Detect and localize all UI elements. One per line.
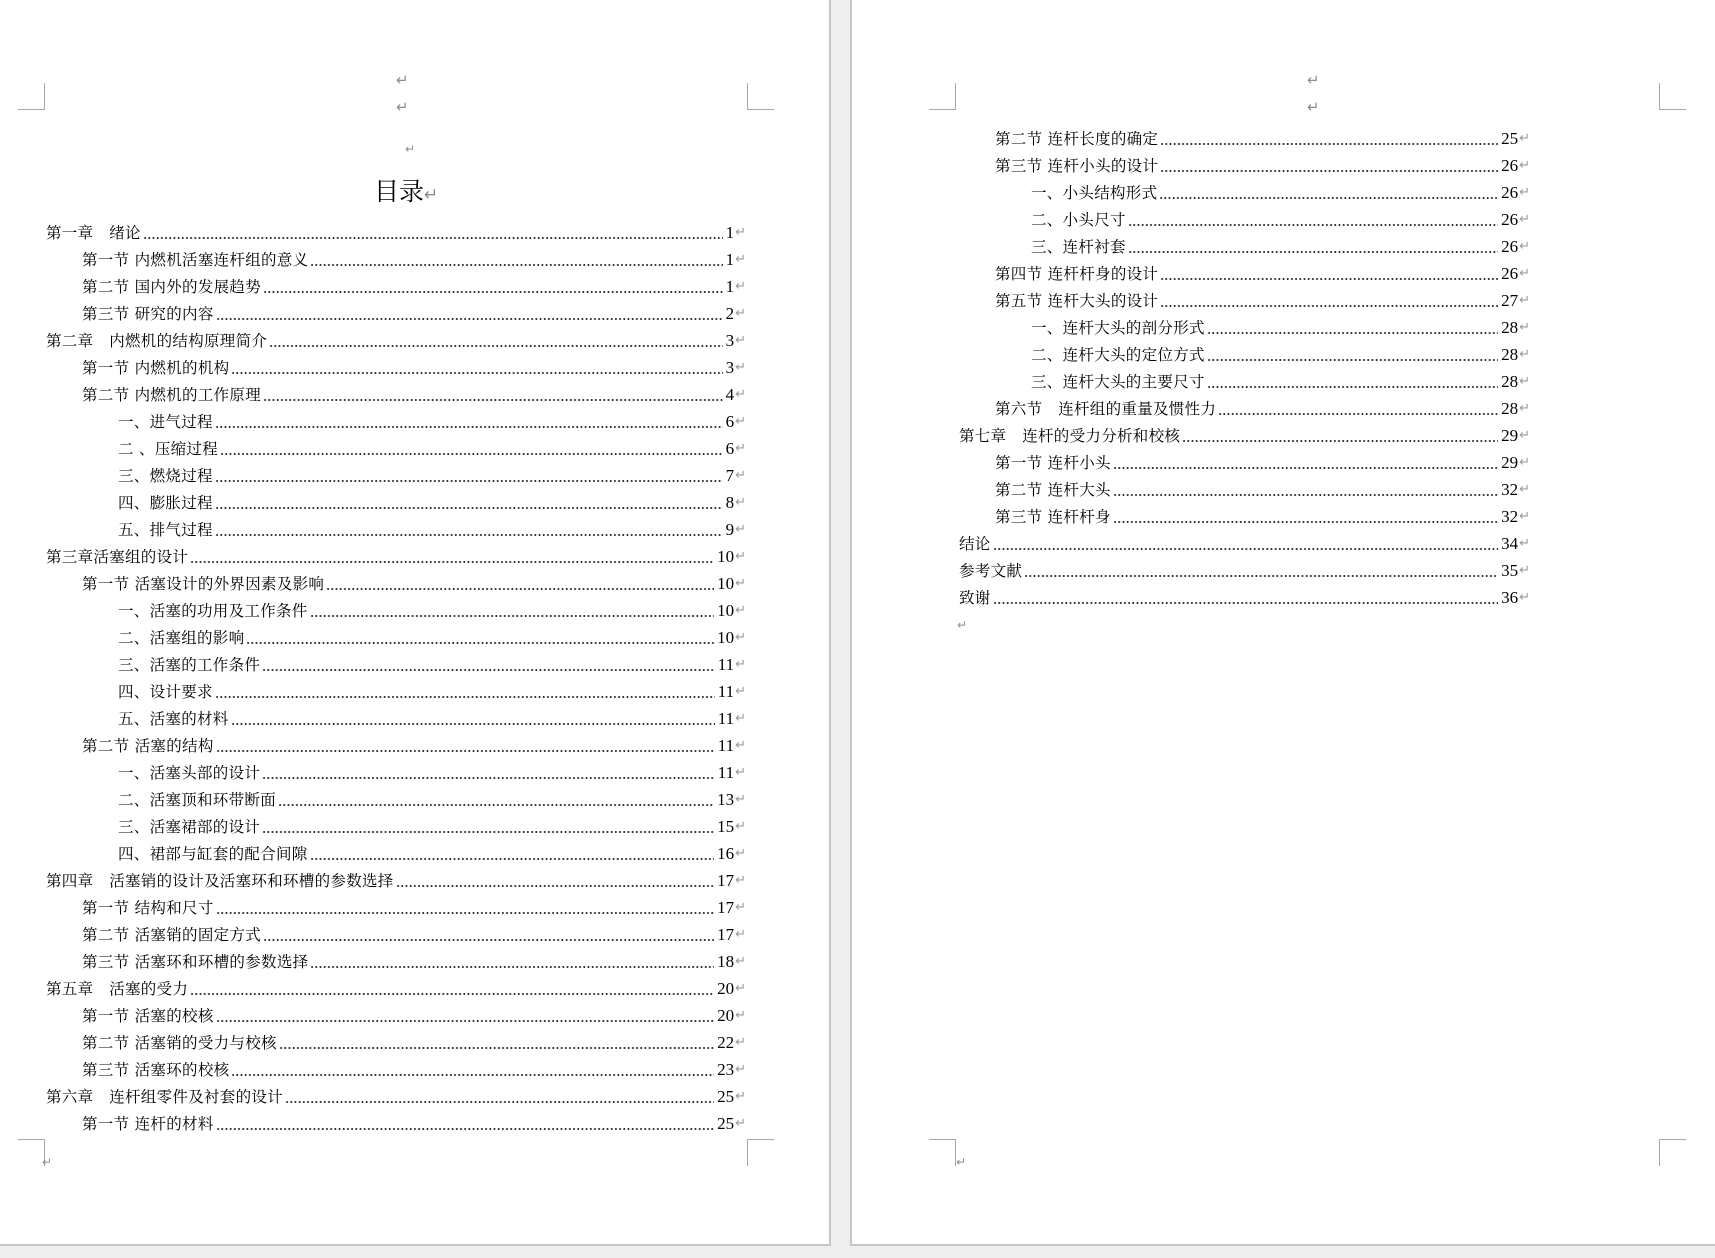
paragraph-mark-icon: ↵ xyxy=(735,576,746,591)
toc-entry[interactable] xyxy=(118,492,746,514)
paragraph-mark-icon: ↵ xyxy=(735,603,746,618)
toc-entry-label: 第一节 活塞的校核 xyxy=(82,1007,214,1025)
toc-dot-leader xyxy=(310,858,714,860)
toc-dot-leader xyxy=(1159,197,1498,199)
paragraph-mark-icon: ↵ xyxy=(735,1035,746,1050)
paragraph-mark-icon: ↵ xyxy=(1519,428,1530,443)
toc-page-number: 32 xyxy=(1501,507,1519,526)
toc-dot-leader xyxy=(263,291,723,293)
paragraph-mark-icon: ↵ xyxy=(735,495,746,510)
paragraph-mark-icon: ↵ xyxy=(42,1155,53,1169)
toc-entry[interactable] xyxy=(118,654,746,676)
paragraph-mark-icon: ↵ xyxy=(735,1062,746,1077)
paragraph-mark-icon: ↵ xyxy=(735,1008,746,1023)
margin-corner-mark-bottom-left xyxy=(929,1139,956,1166)
toc-title-text: 目录 xyxy=(374,177,425,206)
toc-entry-label: 一、小头结构形式 xyxy=(1031,184,1158,202)
margin-corner-mark-top-right xyxy=(1659,83,1686,110)
paragraph-mark-icon: ↵ xyxy=(1307,98,1320,116)
toc-entry-label: 第二节 国内外的发展趋势 xyxy=(82,278,262,296)
toc-entry-label: 参考文献 xyxy=(959,562,1023,580)
paragraph-mark-icon: ↵ xyxy=(735,792,746,807)
toc-entry[interactable] xyxy=(46,546,746,568)
toc-dot-leader xyxy=(326,588,714,590)
toc-page-number: 25 xyxy=(717,1087,735,1106)
toc-dot-leader xyxy=(143,237,723,239)
paragraph-mark-icon: ↵ xyxy=(1519,401,1530,416)
paragraph-mark-icon: ↵ xyxy=(735,846,746,861)
paragraph-mark-icon: ↵ xyxy=(957,618,968,632)
toc-dot-leader xyxy=(1218,413,1498,415)
paragraph-mark-icon: ↵ xyxy=(735,1089,746,1104)
toc-page-number: 11 xyxy=(717,763,735,782)
toc-dot-leader xyxy=(263,939,714,941)
toc-page-number: 3 xyxy=(725,331,735,350)
toc-entry[interactable] xyxy=(118,519,746,541)
paragraph-mark-icon: ↵ xyxy=(735,927,746,942)
paragraph-mark-icon: ↵ xyxy=(956,1155,967,1169)
toc-page-number: 10 xyxy=(717,574,735,593)
paragraph-mark-icon: ↵ xyxy=(1519,212,1530,227)
toc-entry-label: 一、活塞的功用及工作条件 xyxy=(118,602,308,620)
toc-entry[interactable] xyxy=(995,290,1530,312)
toc-dot-leader xyxy=(396,885,714,887)
toc-entry[interactable] xyxy=(118,708,746,730)
toc-page-number: 9 xyxy=(725,520,735,539)
paragraph-mark-icon: ↵ xyxy=(735,441,746,456)
toc-page-number: 18 xyxy=(717,952,735,971)
toc-dot-leader xyxy=(216,318,723,320)
paragraph-mark-icon: ↵ xyxy=(1519,293,1530,308)
toc-dot-leader xyxy=(246,642,714,644)
toc-entry[interactable] xyxy=(82,249,746,271)
toc-entry[interactable] xyxy=(118,465,746,487)
toc-entry-label: 一、连杆大头的剖分形式 xyxy=(1031,319,1205,337)
toc-dot-leader xyxy=(190,561,714,563)
toc-entry-label: 第一节 结构和尺寸 xyxy=(82,899,214,917)
toc-page-number: 28 xyxy=(1501,372,1519,391)
margin-corner-mark-top-right xyxy=(747,83,774,110)
toc-entry-label: 三、连杆衬套 xyxy=(1031,238,1126,256)
toc-entry[interactable] xyxy=(1031,182,1530,204)
toc-page-number: 25 xyxy=(717,1114,735,1133)
toc-page-number: 29 xyxy=(1501,453,1519,472)
toc-entry-label: 第二节 活塞销的固定方式 xyxy=(82,926,262,944)
toc-dot-leader xyxy=(1024,575,1498,577)
toc-entry[interactable] xyxy=(46,1086,746,1108)
margin-corner-mark-top-left xyxy=(929,83,956,110)
toc-page-number: 25 xyxy=(1501,129,1519,148)
toc-entry[interactable] xyxy=(118,627,746,649)
toc-entry-label: 二 、压缩过程 xyxy=(118,440,219,458)
toc-dot-leader xyxy=(993,602,1498,604)
toc-entry[interactable] xyxy=(1031,209,1530,231)
toc-dot-leader xyxy=(279,1047,714,1049)
toc-entry[interactable] xyxy=(46,330,746,352)
toc-dot-leader xyxy=(278,804,714,806)
toc-dot-leader xyxy=(231,372,722,374)
margin-corner-mark-bottom-left xyxy=(18,1139,45,1166)
paragraph-mark-icon: ↵ xyxy=(1519,347,1530,362)
toc-dot-leader xyxy=(1113,467,1498,469)
paragraph-mark-icon: ↵ xyxy=(735,549,746,564)
toc-page-number: 22 xyxy=(717,1033,735,1052)
paragraph-mark-icon: ↵ xyxy=(735,522,746,537)
toc-entry[interactable] xyxy=(118,789,746,811)
toc-page-number: 26 xyxy=(1501,156,1519,175)
paragraph-mark-icon: ↵ xyxy=(735,981,746,996)
toc-entry-label: 第五章 活塞的受力 xyxy=(46,980,189,998)
paragraph-mark-icon: ↵ xyxy=(735,360,746,375)
toc-page-number: 36 xyxy=(1501,588,1519,607)
paragraph-mark-icon: ↵ xyxy=(396,71,409,89)
toc-entry-label: 四、设计要求 xyxy=(118,683,213,701)
toc-entry-label: 第六章 连杆组零件及衬套的设计 xyxy=(46,1088,284,1106)
paragraph-mark-icon: ↵ xyxy=(735,306,746,321)
paragraph-mark-icon: ↵ xyxy=(1519,131,1530,146)
toc-page-number: 1 xyxy=(725,250,735,269)
toc-page-number: 17 xyxy=(717,898,735,917)
toc-page-number: 7 xyxy=(725,466,735,485)
toc-entry-label: 第二节 活塞销的受力与校核 xyxy=(82,1034,277,1052)
toc-page-number: 1 xyxy=(725,277,735,296)
toc-entry-label: 第一节 连杆小头 xyxy=(995,454,1111,472)
toc-dot-leader xyxy=(1160,143,1498,145)
toc-entry[interactable] xyxy=(995,128,1530,150)
toc-entry[interactable] xyxy=(1031,236,1530,258)
paragraph-mark-icon: ↵ xyxy=(735,657,746,672)
toc-page-number: 6 xyxy=(725,439,735,458)
toc-entry-label: 第二节 内燃机的工作原理 xyxy=(82,386,262,404)
toc-entry[interactable] xyxy=(995,398,1530,420)
paragraph-mark-icon: ↵ xyxy=(1519,185,1530,200)
paragraph-mark-icon: ↵ xyxy=(735,900,746,915)
paragraph-mark-icon: ↵ xyxy=(1519,320,1530,335)
toc-dot-leader xyxy=(269,345,722,347)
toc-dot-leader xyxy=(1113,494,1498,496)
paragraph-mark-icon: ↵ xyxy=(735,279,746,294)
paragraph-mark-icon: ↵ xyxy=(735,225,746,240)
paragraph-mark-icon: ↵ xyxy=(1519,455,1530,470)
toc-entry-label: 三、燃烧过程 xyxy=(118,467,213,485)
toc-dot-leader xyxy=(216,1128,714,1130)
toc-dot-leader xyxy=(215,696,715,698)
toc-dot-leader xyxy=(263,399,723,401)
toc-page-number: 4 xyxy=(725,385,735,404)
toc-entry[interactable] xyxy=(82,897,746,919)
toc-entry[interactable] xyxy=(82,951,746,973)
toc-entry-label: 致谢 xyxy=(959,589,991,607)
toc-page-number: 11 xyxy=(717,736,735,755)
toc-page-number: 15 xyxy=(717,817,735,836)
toc-entry[interactable] xyxy=(82,276,746,298)
toc-entry[interactable] xyxy=(82,1005,746,1027)
toc-entry-label: 第二节 活塞的结构 xyxy=(82,737,214,755)
toc-entry-label: 第四节 连杆杆身的设计 xyxy=(995,265,1159,283)
toc-entry-label: 四、裙部与缸套的配合间隙 xyxy=(118,845,308,863)
toc-dot-leader xyxy=(215,480,723,482)
toc-page-number: 29 xyxy=(1501,426,1519,445)
paragraph-mark-icon: ↵ xyxy=(735,684,746,699)
paragraph-mark-icon: ↵ xyxy=(424,185,439,205)
toc-entry-label: 三、活塞的工作条件 xyxy=(118,656,261,674)
toc-entry[interactable] xyxy=(1031,344,1530,366)
paragraph-mark-icon: ↵ xyxy=(735,387,746,402)
toc-page-number: 10 xyxy=(717,628,735,647)
toc-entry-label: 第三节 研究的内容 xyxy=(82,305,214,323)
toc-dot-leader xyxy=(231,1074,714,1076)
toc-page-number: 28 xyxy=(1501,318,1519,337)
toc-dot-leader xyxy=(215,534,723,536)
toc-entry[interactable] xyxy=(118,411,746,433)
paragraph-mark-icon: ↵ xyxy=(735,414,746,429)
toc-entry[interactable] xyxy=(995,479,1530,501)
toc-dot-leader xyxy=(1160,278,1498,280)
toc-entry[interactable] xyxy=(46,870,746,892)
toc-entry-label: 第四章 活塞销的设计及活塞环和环槽的参数选择 xyxy=(46,872,394,890)
toc-dot-leader xyxy=(215,507,723,509)
toc-page-number: 17 xyxy=(717,871,735,890)
toc-entry-label: 五、活塞的材料 xyxy=(118,710,229,728)
toc-dot-leader xyxy=(216,912,714,914)
toc-entry-label: 第七章 连杆的受力分析和校核 xyxy=(959,427,1181,445)
toc-page-number: 26 xyxy=(1501,237,1519,256)
toc-entry-label: 第一节 连杆的材料 xyxy=(82,1115,214,1133)
toc-dot-leader xyxy=(1113,521,1498,523)
toc-dot-leader xyxy=(220,453,723,455)
paragraph-mark-icon: ↵ xyxy=(405,142,416,156)
toc-dot-leader xyxy=(1207,359,1498,361)
toc-entry[interactable] xyxy=(118,816,746,838)
toc-entry[interactable] xyxy=(1031,371,1530,393)
margin-corner-mark-top-left xyxy=(18,83,45,110)
toc-entry[interactable] xyxy=(82,735,746,757)
toc-entry[interactable] xyxy=(46,222,746,244)
toc-dot-leader xyxy=(262,831,714,833)
toc-page-number: 28 xyxy=(1501,399,1519,418)
toc-page-number: 20 xyxy=(717,979,735,998)
toc-entry-label: 第三节 活塞环和环槽的参数选择 xyxy=(82,953,309,971)
toc-dot-leader xyxy=(215,426,723,428)
toc-entry-label: 二、小头尺寸 xyxy=(1031,211,1126,229)
toc-page-number: 26 xyxy=(1501,264,1519,283)
toc-dot-leader xyxy=(1207,332,1498,334)
toc-page-number: 10 xyxy=(717,601,735,620)
toc-entry-label: 第三节 连杆小头的设计 xyxy=(995,157,1159,175)
toc-entry-label: 五、排气过程 xyxy=(118,521,213,539)
paragraph-mark-icon: ↵ xyxy=(735,954,746,969)
toc-entry[interactable] xyxy=(118,438,746,460)
toc-entry[interactable] xyxy=(46,978,746,1000)
toc-page-number: 32 xyxy=(1501,480,1519,499)
toc-entry[interactable] xyxy=(82,1032,746,1054)
toc-entry-label: 二、活塞组的影响 xyxy=(118,629,245,647)
toc-dot-leader xyxy=(231,723,715,725)
document-page-1[interactable] xyxy=(0,0,831,1246)
paragraph-mark-icon: ↵ xyxy=(1519,536,1530,551)
toc-entry-label: 二、活塞顶和环带断面 xyxy=(118,791,277,809)
document-page-2[interactable] xyxy=(850,0,1715,1246)
toc-dot-leader xyxy=(993,548,1498,550)
paragraph-mark-icon: ↵ xyxy=(1307,71,1320,89)
paragraph-mark-icon: ↵ xyxy=(1519,482,1530,497)
toc-page-number: 11 xyxy=(717,709,735,728)
toc-entry[interactable] xyxy=(118,843,746,865)
toc-page-number: 34 xyxy=(1501,534,1519,553)
toc-page-number: 13 xyxy=(717,790,735,809)
toc-entry-label: 第一节 内燃机的机构 xyxy=(82,359,230,377)
toc-page-number: 23 xyxy=(717,1060,735,1079)
toc-entry[interactable] xyxy=(959,533,1530,555)
toc-dot-leader xyxy=(1160,170,1498,172)
toc-entry[interactable] xyxy=(1031,317,1530,339)
toc-entry[interactable] xyxy=(82,1059,746,1081)
toc-page-number: 3 xyxy=(725,358,735,377)
paragraph-mark-icon: ↵ xyxy=(1519,509,1530,524)
paragraph-mark-icon: ↵ xyxy=(735,765,746,780)
paragraph-mark-icon: ↵ xyxy=(735,252,746,267)
toc-page-number: 26 xyxy=(1501,210,1519,229)
toc-entry-label: 第二节 连杆大头 xyxy=(995,481,1111,499)
margin-corner-mark-bottom-right xyxy=(1659,1139,1686,1166)
toc-entry-label: 第五节 连杆大头的设计 xyxy=(995,292,1159,310)
paragraph-mark-icon: ↵ xyxy=(735,468,746,483)
toc-entry-label: 第三节 活塞环的校核 xyxy=(82,1061,230,1079)
toc-entry[interactable] xyxy=(959,587,1530,609)
toc-dot-leader xyxy=(262,777,715,779)
toc-entry-label: 三、连杆大头的主要尺寸 xyxy=(1031,373,1205,391)
paragraph-mark-icon: ↵ xyxy=(1519,266,1530,281)
toc-entry[interactable] xyxy=(118,600,746,622)
paragraph-mark-icon: ↵ xyxy=(735,873,746,888)
toc-entry[interactable] xyxy=(995,452,1530,474)
toc-dot-leader xyxy=(310,615,714,617)
toc-entry[interactable] xyxy=(959,425,1530,447)
paragraph-mark-icon: ↵ xyxy=(735,333,746,348)
toc-entry[interactable] xyxy=(959,560,1530,582)
margin-corner-mark-bottom-right xyxy=(747,1139,774,1166)
toc-entry-label: 三、活塞裙部的设计 xyxy=(118,818,261,836)
paragraph-mark-icon: ↵ xyxy=(1519,158,1530,173)
toc-entry[interactable] xyxy=(118,681,746,703)
toc-entry-label: 第一章 绪论 xyxy=(46,224,141,242)
toc-entry-label: 一、进气过程 xyxy=(118,413,213,431)
toc-entry[interactable] xyxy=(82,303,746,325)
toc-entry-label: 第二章 内燃机的结构原理简介 xyxy=(46,332,268,350)
toc-page-number: 8 xyxy=(725,493,735,512)
toc-page-number: 10 xyxy=(717,547,735,566)
toc-dot-leader xyxy=(262,669,715,671)
toc-entry-label: 二、连杆大头的定位方式 xyxy=(1031,346,1205,364)
toc-page-number: 17 xyxy=(717,925,735,944)
paragraph-mark-icon: ↵ xyxy=(1519,239,1530,254)
toc-dot-leader xyxy=(310,966,714,968)
toc-page-number: 35 xyxy=(1501,561,1519,580)
toc-page-number: 16 xyxy=(717,844,735,863)
paragraph-mark-icon: ↵ xyxy=(735,738,746,753)
toc-dot-leader xyxy=(1207,386,1498,388)
toc-page-number: 28 xyxy=(1501,345,1519,364)
toc-entry-label: 四、膨胀过程 xyxy=(118,494,213,512)
toc-entry[interactable] xyxy=(82,384,746,406)
toc-entry[interactable] xyxy=(118,762,746,784)
toc-dot-leader xyxy=(285,1101,714,1103)
toc-dot-leader xyxy=(216,1020,714,1022)
toc-entry-label: 结论 xyxy=(959,535,991,553)
paragraph-mark-icon: ↵ xyxy=(1519,563,1530,578)
paragraph-mark-icon: ↵ xyxy=(1519,590,1530,605)
toc-dot-leader xyxy=(190,993,714,995)
toc-entry-label: 第一节 内燃机活塞连杆组的意义 xyxy=(82,251,309,269)
paragraph-mark-icon: ↵ xyxy=(735,1116,746,1131)
toc-page-number: 20 xyxy=(717,1006,735,1025)
toc-entry-label: 第三节 连杆杆身 xyxy=(995,508,1111,526)
paragraph-mark-icon: ↵ xyxy=(396,98,409,116)
toc-entry-label: 一、活塞头部的设计 xyxy=(118,764,261,782)
toc-dot-leader xyxy=(1128,224,1498,226)
toc-entry[interactable] xyxy=(995,155,1530,177)
toc-entry-label: 第二节 连杆长度的确定 xyxy=(995,130,1159,148)
toc-dot-leader xyxy=(310,264,722,266)
paragraph-mark-icon: ↵ xyxy=(735,819,746,834)
toc-page-number: 27 xyxy=(1501,291,1519,310)
toc-page-number: 11 xyxy=(717,655,735,674)
toc-entry-label: 第三章活塞组的设计 xyxy=(46,548,189,566)
toc-entry[interactable] xyxy=(995,506,1530,528)
toc-entry[interactable] xyxy=(82,924,746,946)
paragraph-mark-icon: ↵ xyxy=(735,630,746,645)
toc-page-number: 26 xyxy=(1501,183,1519,202)
toc-page-number: 1 xyxy=(725,223,735,242)
toc-page-number: 6 xyxy=(725,412,735,431)
paragraph-mark-icon: ↵ xyxy=(1519,374,1530,389)
toc-page-number: 11 xyxy=(717,682,735,701)
toc-dot-leader xyxy=(1128,251,1498,253)
toc-entry[interactable] xyxy=(995,263,1530,285)
toc-dot-leader xyxy=(216,750,715,752)
toc-entry[interactable] xyxy=(82,1113,746,1135)
toc-entry-label: 第一节 活塞设计的外界因素及影响 xyxy=(82,575,325,593)
toc-dot-leader xyxy=(1160,305,1498,307)
toc-page-number: 2 xyxy=(725,304,735,323)
toc-dot-leader xyxy=(1182,440,1498,442)
toc-title xyxy=(374,177,438,207)
toc-entry[interactable] xyxy=(82,573,746,595)
toc-entry[interactable] xyxy=(82,357,746,379)
toc-entry-label: 第六节 连杆组的重量及惯性力 xyxy=(995,400,1217,418)
paragraph-mark-icon: ↵ xyxy=(735,711,746,726)
